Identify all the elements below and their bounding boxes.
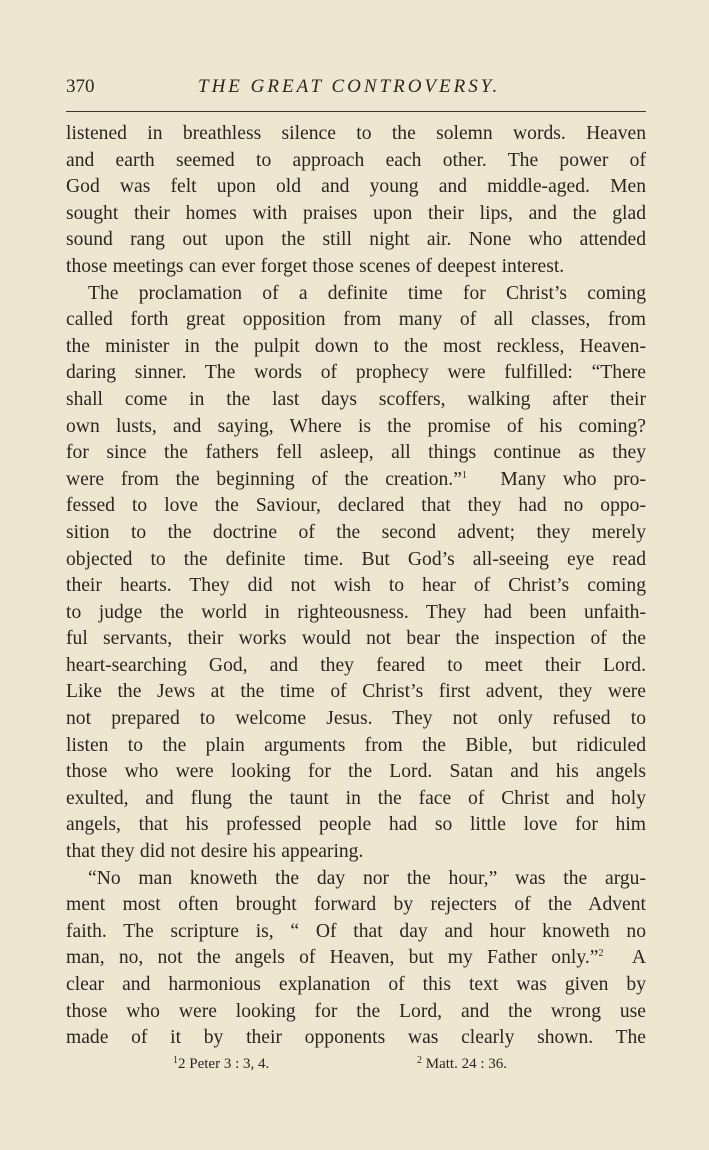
footnotes (173, 1056, 573, 1076)
footnote-text: Matt. 24 : 36. (425, 1056, 507, 1072)
footnote-text: 2 Peter 3 : 3, 4. (178, 1056, 270, 1072)
footnote-marker: 2 (598, 948, 604, 960)
header-rule (66, 111, 646, 112)
text-line: that they did not desire his appearing. (66, 841, 364, 863)
footnote-number: 2 (417, 1055, 422, 1066)
footnote-2 (417, 1056, 507, 1073)
text-line: angels, that his professed people had so little love for him (66, 814, 646, 836)
running-title: THE GREAT CONTROVERSY. (198, 76, 501, 97)
text-fragment: were from the beginning of the creation.” (66, 468, 462, 490)
text-line: heart-searching God, and they feared to meet their Lord. (66, 654, 646, 676)
text-line: “No man knoweth the day nor the hour,” was the argu- (88, 867, 646, 889)
text-line: ment most often brought forward by rejecters of the Advent (66, 894, 646, 916)
text-line: ful servants, their works would not bear the inspection of the (66, 628, 646, 650)
text-line: clear and harmonious explanation of this text was given by (66, 974, 646, 995)
text-line: shall come in the last days scoffers, walking after their (66, 388, 646, 410)
text-line: and earth seemed to approach each other. The power of (66, 149, 646, 171)
text-line: those who were looking for the Lord. Satan and his angels (66, 761, 646, 783)
text-line: sought their homes with praises upon their lips, and the glad (66, 202, 646, 224)
text-line: those who were looking for the Lord, and the wrong use (66, 1000, 646, 1022)
text-line: for since the fathers fell asleep, all things continue as they (66, 442, 646, 464)
footnote-number: 1 (173, 1055, 178, 1066)
text-line: not prepared to welcome Jesus. They not only refused to (66, 708, 646, 730)
text-line: fessed to love the Saviour, declared that they had no oppo- (66, 495, 646, 517)
text-line: made of it by their opponents was clearly shown. The (66, 1027, 646, 1049)
page-header (66, 76, 646, 102)
text-line: sound rang out upon the still night air. None who attended (66, 229, 646, 251)
text-fragment: man, no, not the angels of Heaven, but my Father only.” (66, 947, 599, 969)
text-line: listen to the plain arguments from the Bible, but ridiculed (66, 734, 646, 756)
text-line: objected to the definite time. But God’s all-seeing eye read (66, 548, 646, 570)
text-line: daring sinner. The words of prophecy were fulfilled: “There (66, 362, 646, 384)
text-line: called forth great opposition from many of all classes, from (66, 309, 646, 331)
body-text (66, 121, 646, 1052)
text-line: the minister in the pulpit down to the most reckless, Heaven- (66, 335, 646, 357)
footnote-1 (173, 1056, 269, 1073)
text-fragment: A (631, 947, 646, 969)
text-line-with-footnote (66, 467, 646, 494)
text-line: listened in breathless silence to the solemn words. Heaven (66, 123, 646, 144)
text-line: God was felt upon old and young and middle-aged. Men (66, 176, 646, 198)
footnote-marker: 1 (461, 469, 467, 481)
page-number: 370 (66, 76, 95, 97)
text-line: to judge the world in righteousness. They had been unfaith- (66, 601, 646, 623)
text-line: exulted, and flung the taunt in the face of Christ and holy (66, 787, 646, 809)
text-line: those meetings can ever forget those scenes of deepest interest. (66, 255, 565, 277)
text-line: faith. The scripture is, “ Of that day and hour knoweth no (66, 920, 646, 942)
text-line: own lusts, and saying, Where is the promise of his coming? (66, 415, 646, 437)
text-fragment: Many who pro- (500, 468, 646, 490)
text-line-with-footnote (66, 945, 646, 972)
text-line: Like the Jews at the time of Christ’s first advent, they were (66, 681, 646, 703)
text-line: The proclamation of a definite time for Christ’s coming (88, 282, 646, 304)
text-line: sition to the doctrine of the second advent; they merely (66, 521, 646, 543)
text-line: their hearts. They did not wish to hear of Christ’s coming (66, 575, 646, 597)
